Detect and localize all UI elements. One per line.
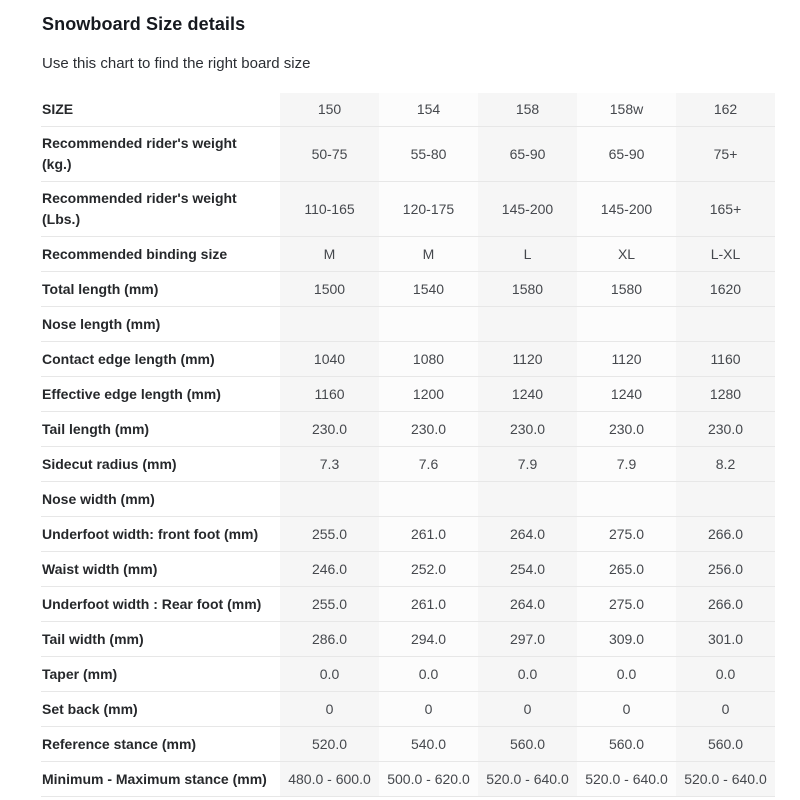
- spec-row: [41, 762, 775, 797]
- table-header-row: [41, 93, 775, 127]
- cell-value: 480.0 - 600.0: [280, 762, 379, 797]
- cell-value: 0.0: [676, 657, 775, 692]
- cell-value: 7.6: [379, 447, 478, 482]
- spec-row: [41, 552, 775, 587]
- cell-value: 0: [676, 692, 775, 727]
- row-label: Sidecut radius (mm): [42, 455, 177, 472]
- spec-row: [41, 517, 775, 552]
- cell-value: 1160: [280, 377, 379, 412]
- cell-value: 255.0: [280, 587, 379, 622]
- spec-row: [41, 622, 775, 657]
- cell-value: 165+: [676, 182, 775, 237]
- row-label: Total length (mm): [42, 280, 159, 297]
- cell-value: [478, 482, 577, 517]
- spec-row: [41, 272, 775, 307]
- cell-value: 230.0: [577, 412, 676, 447]
- cell-value: 8.2: [676, 447, 775, 482]
- cell-value: 252.0: [379, 552, 478, 587]
- row-label: Set back (mm): [42, 700, 138, 717]
- row-label: Waist width (mm): [42, 560, 158, 577]
- cell-value: 500.0 - 620.0: [379, 762, 478, 797]
- cell-value: 1580: [478, 272, 577, 307]
- table-head: [41, 93, 775, 127]
- cell-value: 1080: [379, 342, 478, 377]
- cell-value: [577, 307, 676, 342]
- cell-value: 7.3: [280, 447, 379, 482]
- cell-value: 65-90: [478, 127, 577, 182]
- cell-value: 1160: [676, 342, 775, 377]
- row-label: Underfoot width: front foot (mm): [42, 525, 259, 542]
- cell-value: 520.0 - 640.0: [478, 762, 577, 797]
- column-header: 150: [280, 93, 379, 127]
- cell-value: 264.0: [478, 517, 577, 552]
- row-label: Contact edge length (mm): [42, 350, 215, 367]
- spec-row: [41, 447, 775, 482]
- spec-row: [41, 307, 775, 342]
- cell-value: 7.9: [577, 447, 676, 482]
- cell-value: 261.0: [379, 517, 478, 552]
- cell-value: M: [379, 237, 478, 272]
- cell-value: 230.0: [280, 412, 379, 447]
- cell-value: [379, 307, 478, 342]
- cell-value: 246.0: [280, 552, 379, 587]
- spec-row: [41, 692, 775, 727]
- column-header: 158w: [577, 93, 676, 127]
- cell-value: 301.0: [676, 622, 775, 657]
- cell-value: 1200: [379, 377, 478, 412]
- cell-value: 230.0: [676, 412, 775, 447]
- cell-value: 309.0: [577, 622, 676, 657]
- cell-value: 1580: [577, 272, 676, 307]
- row-label: Underfoot width : Rear foot (mm): [42, 595, 262, 612]
- cell-value: 294.0: [379, 622, 478, 657]
- cell-value: 1500: [280, 272, 379, 307]
- column-header: 154: [379, 93, 478, 127]
- cell-value: [280, 482, 379, 517]
- row-label: Tail width (mm): [42, 630, 144, 647]
- cell-value: 286.0: [280, 622, 379, 657]
- cell-value: L: [478, 237, 577, 272]
- cell-value: 560.0: [478, 727, 577, 762]
- cell-value: 0: [478, 692, 577, 727]
- cell-value: 75+: [676, 127, 775, 182]
- cell-value: 1280: [676, 377, 775, 412]
- cell-value: 275.0: [577, 587, 676, 622]
- spec-row: [41, 182, 775, 237]
- row-label: Recommended binding size: [42, 245, 228, 262]
- cell-value: 1040: [280, 342, 379, 377]
- cell-value: 275.0: [577, 517, 676, 552]
- cell-value: 1120: [478, 342, 577, 377]
- cell-value: 65-90: [577, 127, 676, 182]
- cell-value: [676, 307, 775, 342]
- cell-value: 520.0 - 640.0: [577, 762, 676, 797]
- cell-value: 264.0: [478, 587, 577, 622]
- cell-value: 230.0: [379, 412, 478, 447]
- cell-value: 230.0: [478, 412, 577, 447]
- cell-value: 560.0: [577, 727, 676, 762]
- cell-value: 1540: [379, 272, 478, 307]
- cell-value: 0: [379, 692, 478, 727]
- cell-value: 256.0: [676, 552, 775, 587]
- cell-value: 254.0: [478, 552, 577, 587]
- column-header: 162: [676, 93, 775, 127]
- spec-row: [41, 237, 775, 272]
- cell-value: 120-175: [379, 182, 478, 237]
- cell-value: 1120: [577, 342, 676, 377]
- table-body: [41, 127, 775, 797]
- row-label: Nose width (mm): [42, 490, 155, 507]
- cell-value: 50-75: [280, 127, 379, 182]
- cell-value: 1620: [676, 272, 775, 307]
- cell-value: 261.0: [379, 587, 478, 622]
- cell-value: [577, 482, 676, 517]
- cell-value: 1240: [478, 377, 577, 412]
- cell-value: 1240: [577, 377, 676, 412]
- spec-row: [41, 727, 775, 762]
- row-label: Tail length (mm): [42, 420, 150, 437]
- cell-value: 0: [577, 692, 676, 727]
- cell-value: XL: [577, 237, 676, 272]
- cell-value: 297.0: [478, 622, 577, 657]
- spec-row: [41, 587, 775, 622]
- cell-value: L-XL: [676, 237, 775, 272]
- cell-value: 0: [280, 692, 379, 727]
- cell-value: 265.0: [577, 552, 676, 587]
- spec-row: [41, 127, 775, 182]
- cell-value: 0.0: [280, 657, 379, 692]
- cell-value: 145-200: [478, 182, 577, 237]
- spec-row: [41, 482, 775, 517]
- cell-value: 560.0: [676, 727, 775, 762]
- spec-row: [41, 412, 775, 447]
- row-label: Minimum - Maximum stance (mm): [42, 770, 267, 787]
- cell-value: [280, 307, 379, 342]
- row-label: Taper (mm): [42, 665, 118, 682]
- row-label: Recommended rider's weight (Lbs.): [42, 190, 237, 227]
- row-label: Effective edge length (mm): [42, 385, 221, 402]
- cell-value: 255.0: [280, 517, 379, 552]
- row-label: Nose length (mm): [42, 315, 161, 332]
- spec-row: [41, 657, 775, 692]
- page-title: Snowboard Size details: [42, 14, 246, 34]
- row-label: Reference stance (mm): [42, 735, 197, 752]
- cell-value: [676, 482, 775, 517]
- cell-value: 0.0: [478, 657, 577, 692]
- row-label: Recommended rider's weight (kg.): [42, 135, 237, 172]
- cell-value: 0.0: [379, 657, 478, 692]
- column-header: 158: [478, 93, 577, 127]
- spec-row: [41, 377, 775, 412]
- cell-value: 145-200: [577, 182, 676, 237]
- cell-value: 520.0: [280, 727, 379, 762]
- column-header-size: SIZE: [42, 101, 74, 117]
- spec-row: [41, 342, 775, 377]
- cell-value: [379, 482, 478, 517]
- cell-value: M: [280, 237, 379, 272]
- cell-value: 55-80: [379, 127, 478, 182]
- cell-value: 266.0: [676, 517, 775, 552]
- cell-value: [478, 307, 577, 342]
- cell-value: 110-165: [280, 182, 379, 237]
- page-subtitle: Use this chart to find the right board size: [42, 55, 311, 72]
- cell-value: 520.0 - 640.0: [676, 762, 775, 797]
- cell-value: 0.0: [577, 657, 676, 692]
- cell-value: 7.9: [478, 447, 577, 482]
- cell-value: 266.0: [676, 587, 775, 622]
- snowboard-size-table: [41, 93, 775, 797]
- cell-value: 540.0: [379, 727, 478, 762]
